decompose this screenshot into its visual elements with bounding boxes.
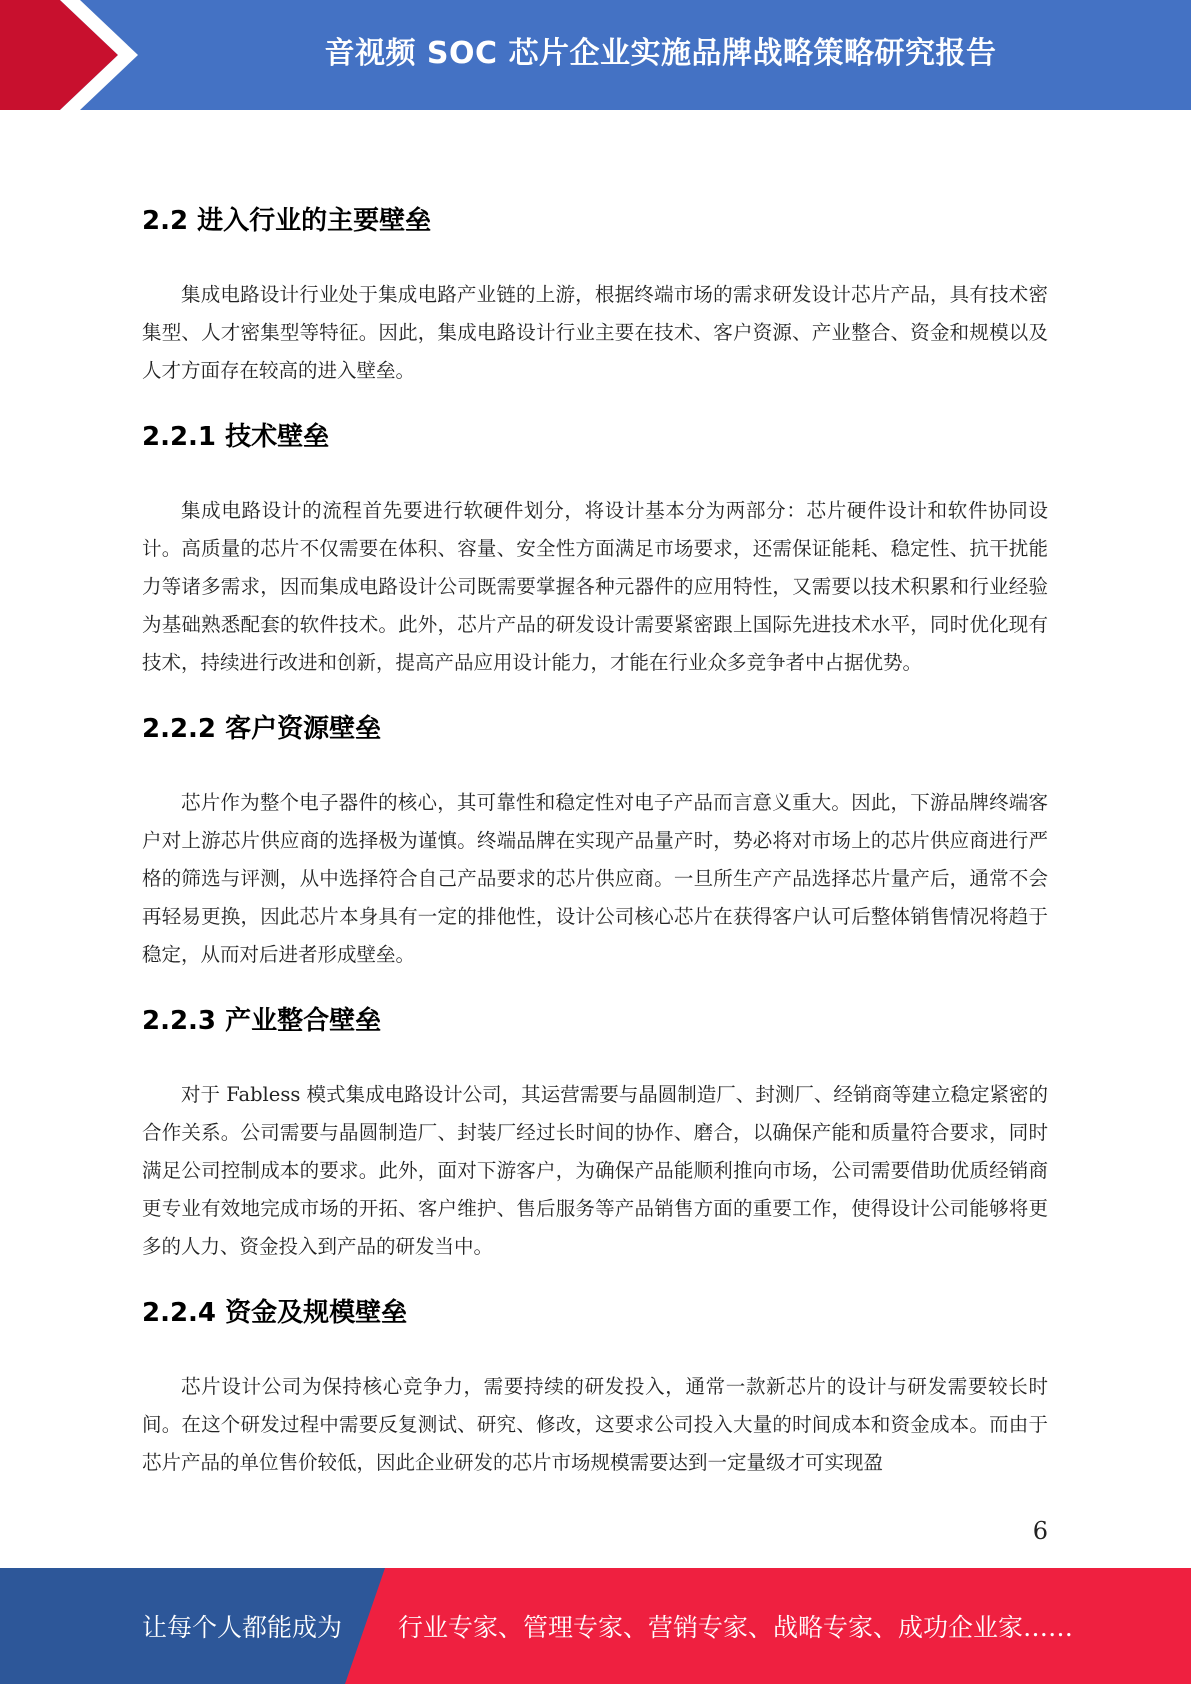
main-content bbox=[142, 196, 1048, 1482]
page-header bbox=[0, 0, 1191, 110]
section-paragraph-2-2-4: 芯片设计公司为保持核心竞争力，需要持续的研发投入，通常一款新芯片的设计与研发需要较长时间。在这个研发过程中需要反复测试、研究、修改，这要求公司投入大量的时间成本和资金成本。而由于芯片产品的单位售价较低，因此企业研发的芯片市场规模需要达到一定量级才可实现盈 bbox=[142, 1375, 1048, 1474]
report-title: 音视频 SOC 芯片企业实施品牌战略策略研究报告 bbox=[324, 36, 997, 71]
page-number: 6 bbox=[1032, 1517, 1048, 1545]
section-paragraph-2-2: 集成电路设计行业处于集成电路产业链的上游，根据终端市场的需求研发设计芯片产品，具有技术密集型、人才密集型等特征。因此，集成电路设计行业主要在技术、客户资源、产业整合、资金和规模以及人才方面存在较高的进入壁垒。 bbox=[142, 283, 1048, 382]
section-heading-2-2-3: 2.2.3 产业整合壁垒 bbox=[142, 1006, 382, 1036]
page-footer bbox=[0, 1568, 1191, 1684]
section-heading-2-2-2: 2.2.2 客户资源壁垒 bbox=[142, 714, 382, 744]
section-heading-2-2-1: 2.2.1 技术壁垒 bbox=[142, 422, 330, 452]
section-paragraph-2-2-2: 芯片作为整个电子器件的核心，其可靠性和稳定性对电子产品而言意义重大。因此，下游品牌终端客户对上游芯片供应商的选择极为谨慎。终端品牌在实现产品量产时，势必将对市场上的芯片供应商进行严格的筛选与评测，从中选择符合自己产品要求的芯片供应商。一旦所生产产品选择芯片量产后，通常不会再轻易更换，因此芯片本身具有一定的排他性，设计公司核心芯片在获得客户认可后整体销售情况将趋于稳定，从而对后进者形成壁垒。 bbox=[142, 791, 1048, 966]
section-paragraph-2-2-3: 对于 Fabless 模式集成电路设计公司，其运营需要与晶圆制造厂、封测厂、经销商等建立稳定紧密的合作关系。公司需要与晶圆制造厂、封装厂经过长时间的协作、磨合，以确保产能和质量符合要求，同时满足公司控制成本的要求。此外，面对下游客户，为确保产品能顺利推向市场，公司需要借助优质经销商更专业有效地完成市场的开拓、客户维护、售后服务等产品销售方面的重要工作，使得设计公司能够将更多的人力、资金投入到产品的研发当中。 bbox=[142, 1083, 1048, 1258]
footer-slogan-right: 行业专家、管理专家、营销专家、战略专家、成功企业家…… bbox=[398, 1613, 1074, 1642]
section-paragraph-2-2-1: 集成电路设计的流程首先要进行软硬件划分，将设计基本分为两部分：芯片硬件设计和软件协同设计。高质量的芯片不仅需要在体积、容量、安全性方面满足市场要求，还需保证能耗、稳定性、抗干扰能力等诸多需求，因而集成电路设计公司既需要掌握各种元器件的应用特性，又需要以技术积累和行业经验为基础熟悉配套的软件技术。此外，芯片产品的研发设计需要紧密跟上国际先进技术水平，同时优化现有技术，持续进行改进和创新，提高产品应用设计能力，才能在行业众多竞争者中占据优势。 bbox=[142, 499, 1048, 674]
section-heading-2-2-4: 2.2.4 资金及规模壁垒 bbox=[142, 1298, 408, 1328]
footer-slogan-left: 让每个人都能成为 bbox=[142, 1613, 343, 1642]
section-heading-2-2: 2.2 进入行业的主要壁垒 bbox=[142, 206, 432, 236]
